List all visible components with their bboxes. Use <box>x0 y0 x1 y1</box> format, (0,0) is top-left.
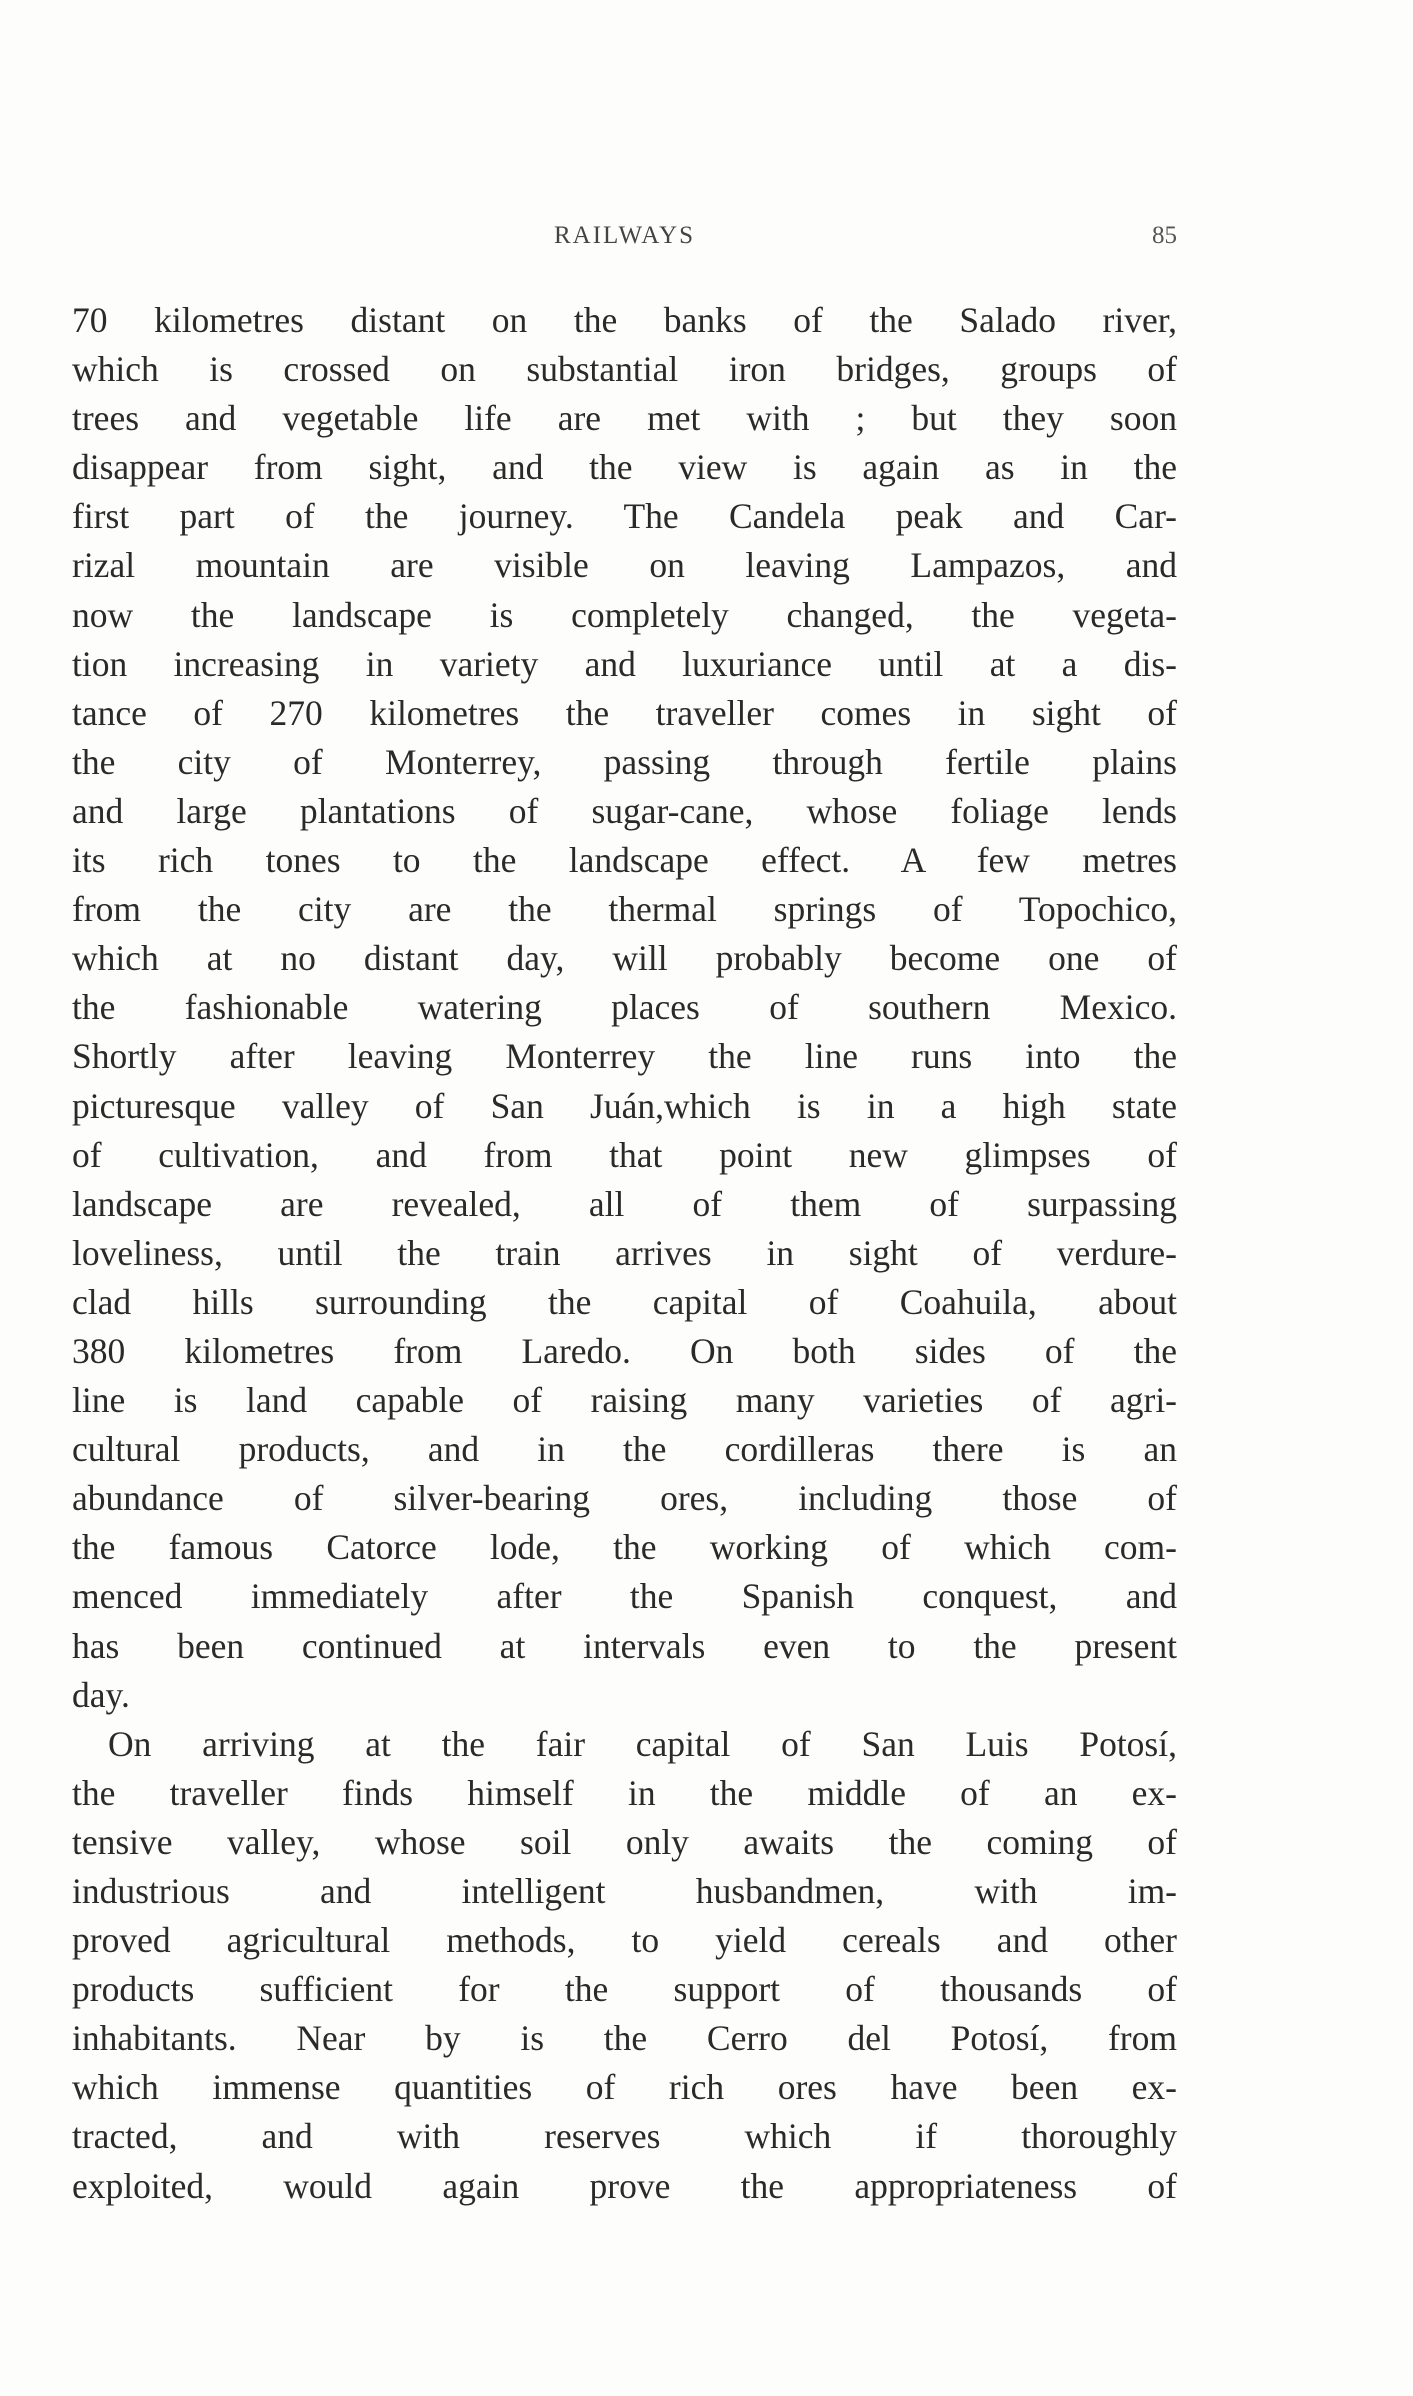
page-number: 85 <box>1152 222 1177 249</box>
text-line: proved agricultural methods, to yield cereals and other <box>72 1920 1177 1961</box>
text-line: loveliness, until the train arrives in sight of verdure- <box>72 1232 1177 1273</box>
text-line: has been continued at intervals even to the present <box>72 1625 1177 1666</box>
text-line: clad hills surrounding the capital of Coahuila, about <box>72 1281 1177 1322</box>
text-line: products sufficient for the support of thousands of <box>72 1969 1177 2010</box>
text-line: first part of the journey. The Candela peak and Car- <box>72 496 1177 537</box>
text-line: industrious and intelligent husbandmen, with im- <box>72 1871 1177 1911</box>
text-line: tion increasing in variety and luxuriance until at a dis- <box>72 643 1177 684</box>
text-line: rizal mountain are visible on leaving Lampazos, and <box>72 545 1177 586</box>
text-line: trees and vegetable life are met with ; but they soon <box>72 398 1177 439</box>
text-line: of cultivation, and from that point new glimpses of <box>72 1134 1177 1175</box>
text-line: disappear from sight, and the view is again as in the <box>72 447 1177 488</box>
text-line: which is crossed on substantial iron bridges, groups of <box>72 349 1177 390</box>
text-line: the famous Catorce lode, the working of which com- <box>72 1527 1177 1568</box>
text-line: and large plantations of sugar-cane, whose foliage lends <box>72 790 1177 831</box>
text-line: now the landscape is completely changed, the vegeta- <box>72 594 1177 635</box>
paragraph-end-line: day. <box>72 1674 130 1715</box>
text-line: the fashionable watering places of southern Mexico. <box>72 987 1177 1028</box>
text-line: 380 kilometres from Laredo. On both sides of the <box>72 1330 1177 1371</box>
text-line: cultural products, and in the cordilleras there is an <box>72 1429 1177 1470</box>
text-line: tracted, and with reserves which if thoroughly <box>72 2116 1177 2157</box>
text-line: tance of 270 kilometres the traveller comes in sight of <box>72 692 1177 733</box>
running-title: RAILWAYS <box>553 222 695 249</box>
text-line: menced immediately after the Spanish conquest, and <box>72 1576 1177 1617</box>
text-line: from the city are the thermal springs of Topochico, <box>72 889 1177 930</box>
text-line: its rich tones to the landscape effect. A few metres <box>72 840 1177 881</box>
running-header <box>72 222 1177 258</box>
paragraph-start-line: On arriving at the fair capital of San Luis Potosí, <box>108 1723 1177 1764</box>
text-line: the traveller finds himself in the middle of an ex- <box>72 1772 1177 1813</box>
text-line: 70 kilometres distant on the banks of the Salado river, <box>72 300 1177 340</box>
text-line: tensive valley, whose soil only awaits the coming of <box>72 1821 1177 1862</box>
text-line: abundance of silver-bearing ores, including those of <box>72 1478 1177 1519</box>
text-line: the city of Monterrey, passing through fertile plains <box>72 741 1177 782</box>
text-line: landscape are revealed, all of them of surpassing <box>72 1183 1177 1224</box>
text-line: line is land capable of raising many varieties of agri- <box>72 1380 1177 1421</box>
text-line: exploited, would again prove the appropriateness of <box>72 2165 1177 2206</box>
text-line: picturesque valley of San Juán,which is in a high state <box>72 1085 1177 1126</box>
text-line: which immense quantities of rich ores have been ex- <box>72 2067 1177 2108</box>
text-line: Shortly after leaving Monterrey the line runs into the <box>72 1036 1177 1077</box>
text-line: which at no distant day, will probably become one of <box>72 938 1177 979</box>
body-text <box>72 296 1177 2211</box>
text-line: inhabitants. Near by is the Cerro del Potosí, from <box>72 2018 1177 2059</box>
